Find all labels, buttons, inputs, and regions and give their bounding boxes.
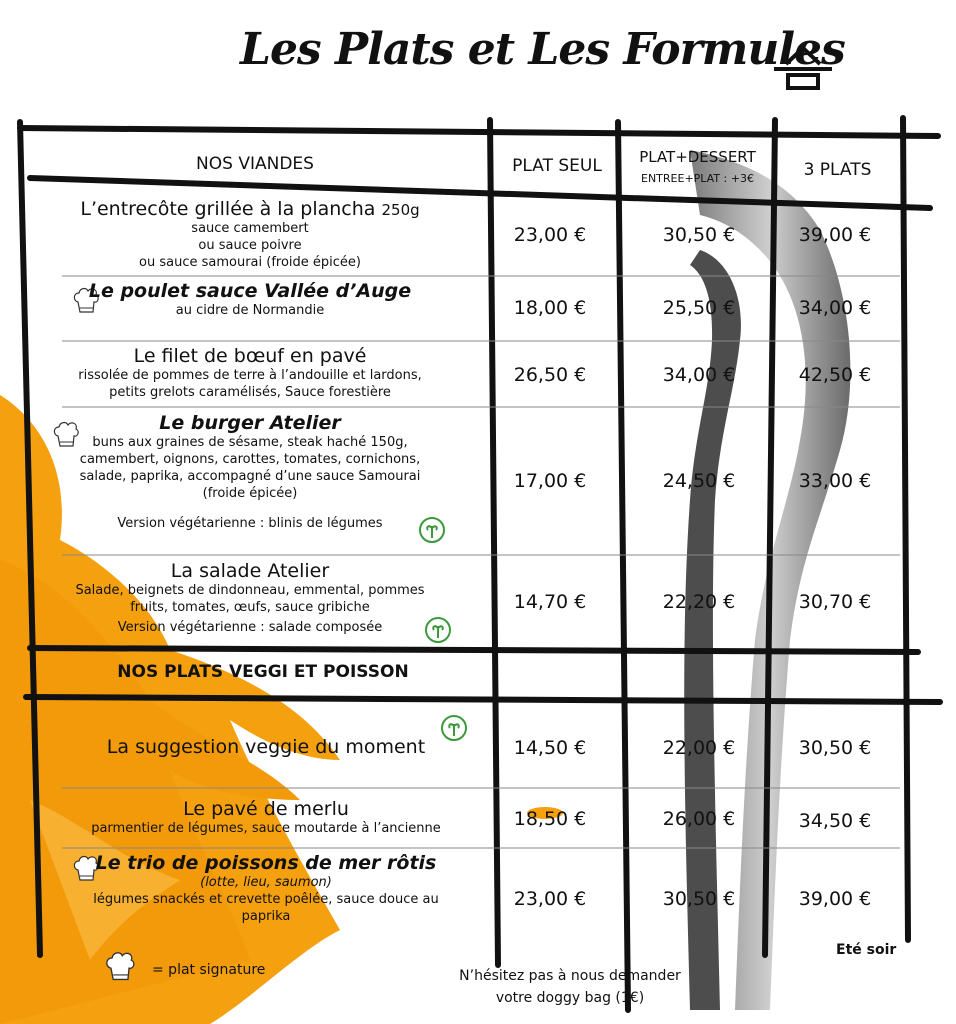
dish-name: Le poulet sauce Vallée d’Auge	[88, 280, 412, 302]
price-plat-seul: 18,00 €	[513, 297, 587, 319]
header-nos-viandes: NOS VIANDES	[196, 154, 314, 174]
price-plat-seul: 23,00 €	[513, 224, 587, 246]
price-3-plats: 39,00 €	[798, 888, 872, 910]
dish-desc: rissolée de pommes de terre à l’andouille et lardons,	[78, 368, 422, 383]
dish-desc: sauce camembert	[191, 221, 309, 236]
price-plat-seul: 17,00 €	[513, 470, 587, 492]
dish-desc: fruits, tomates, œufs, sauce gribiche	[130, 600, 370, 615]
price-plat-dessert: 22,00 €	[662, 737, 736, 759]
price-3-plats: 42,50 €	[798, 364, 872, 386]
header-plat-dessert: PLAT+DESSERT	[639, 148, 756, 166]
price-plat-seul: 26,50 €	[513, 364, 587, 386]
dish-sub: (lotte, lieu, saumon)	[200, 875, 332, 890]
vegetarian-badge-icon	[424, 616, 452, 644]
dish-desc: buns aux graines de sésame, steak haché 150g,	[92, 435, 408, 450]
header-3-plats: 3 PLATS	[803, 160, 872, 180]
price-3-plats: 34,00 €	[798, 297, 872, 319]
price-3-plats: 39,00 €	[798, 224, 872, 246]
price-plat-dessert: 22,20 €	[662, 591, 736, 613]
section-veggi-poisson: NOS PLATS VEGGI ET POISSON	[117, 662, 409, 682]
price-plat-seul: 18,50 €	[513, 808, 587, 830]
price-3-plats: 33,00 €	[798, 470, 872, 492]
price-plat-dessert: 30,50 €	[662, 224, 736, 246]
dish-desc: ou sauce poivre	[198, 238, 302, 253]
price-plat-dessert: 25,50 €	[662, 297, 736, 319]
dish-desc: (froide épicée)	[202, 486, 298, 501]
dish-name: Le filet de bœuf en pavé	[133, 345, 367, 367]
price-plat-dessert: 26,00 €	[662, 808, 736, 830]
doggy-bag-line-1: N’hésitez pas à nous demander	[459, 968, 681, 984]
dish-desc: légumes snackés et crevette poêlée, sauce douce au	[93, 892, 439, 907]
dish-desc: salade, paprika, accompagné d’une sauce Samourai	[79, 469, 421, 484]
veg-option: Version végétarienne : blinis de légumes	[117, 516, 383, 531]
price-plat-dessert: 24,50 €	[662, 470, 736, 492]
dish-salade	[50, 560, 450, 636]
page-title: Les Plats et Les Formules	[240, 24, 845, 75]
price-plat-dessert: 30,50 €	[662, 888, 736, 910]
dish-poulet	[50, 280, 450, 319]
header-entree-plat: ENTREE+PLAT : +3€	[641, 172, 754, 185]
dish-name: Le burger Atelier	[159, 412, 341, 434]
dish-merlu	[66, 798, 466, 837]
dish-desc: camembert, oignons, carottes, tomates, cornichons,	[79, 452, 421, 467]
dish-name: Le pavé de merlu	[183, 798, 349, 820]
veg-option: Version végétarienne : salade composée	[117, 620, 383, 635]
dish-desc: ou sauce samourai (froide épicée)	[139, 255, 361, 270]
dish-entrecote	[50, 198, 450, 271]
price-plat-seul: 23,00 €	[513, 888, 587, 910]
price-3-plats: 30,70 €	[798, 591, 872, 613]
dish-desc: Salade, beignets de dindonneau, emmental, pommes	[75, 583, 425, 598]
dish-quantity: 250g	[381, 201, 420, 219]
dish-desc: parmentier de légumes, sauce moutarde à l’ancienne	[91, 821, 441, 836]
price-plat-seul: 14,50 €	[513, 737, 587, 759]
price-plat-seul: 14,70 €	[513, 591, 587, 613]
price-plat-dessert: 34,00 €	[662, 364, 736, 386]
dish-veggie-moment	[66, 736, 466, 758]
price-3-plats: 34,50 €	[798, 810, 872, 832]
dish-name: La suggestion veggie du moment	[106, 736, 426, 758]
vegetarian-badge-icon	[418, 516, 446, 544]
doggy-bag-line-2: votre doggy bag (1€)	[495, 990, 645, 1006]
dish-trio-poissons	[66, 852, 466, 925]
price-3-plats: 30,50 €	[798, 737, 872, 759]
dish-name: Le trio de poissons de mer rôtis	[95, 852, 437, 874]
dish-desc: au cidre de Normandie	[175, 303, 325, 318]
signature-legend: = plat signature	[152, 962, 266, 978]
dish-name: L’entrecôte grillée à la plancha	[80, 198, 376, 220]
dish-name: La salade Atelier	[170, 560, 330, 582]
dish-desc: paprika	[241, 909, 291, 924]
dish-filet-boeuf	[50, 345, 450, 401]
ete-soir-note: Eté soir	[836, 942, 897, 958]
dish-desc: petits grelots caramélisés, Sauce forestière	[109, 385, 391, 400]
header-plat-seul: PLAT SEUL	[512, 156, 602, 176]
dish-burger	[50, 412, 450, 532]
chef-hat-icon	[104, 950, 136, 984]
